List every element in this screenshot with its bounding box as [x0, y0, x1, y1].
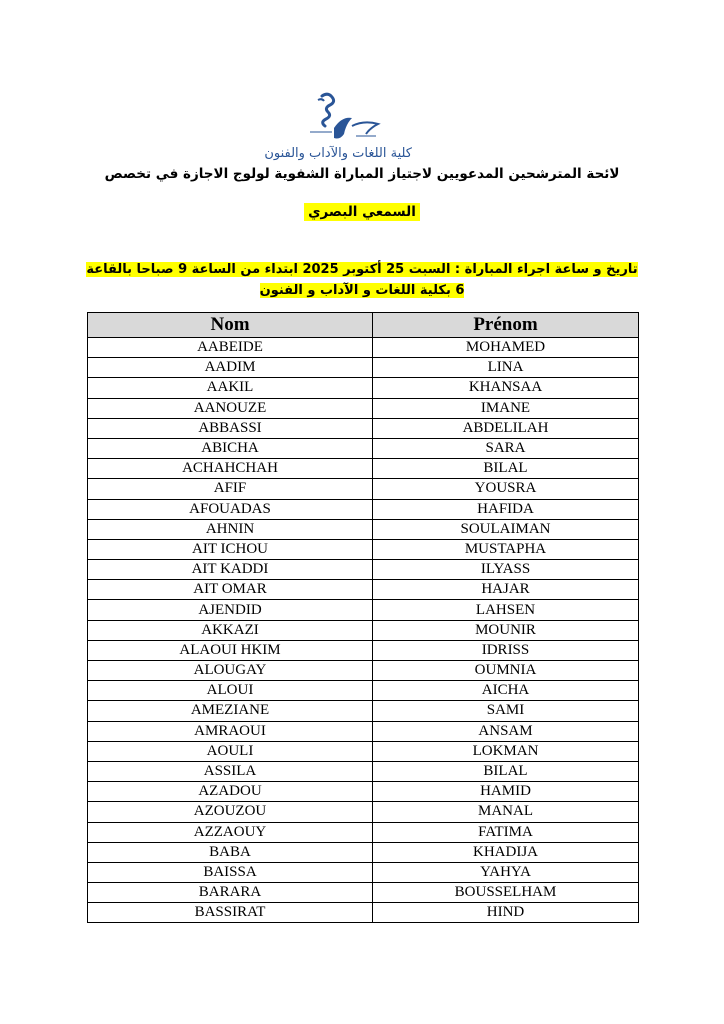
cell-nom: BARARA: [88, 883, 373, 903]
cell-nom: AOULI: [88, 741, 373, 761]
faculty-logo: [264, 88, 412, 164]
table-row: [88, 681, 639, 701]
table-row: [88, 842, 639, 862]
cell-nom: AZZAOUY: [88, 822, 373, 842]
table-row: [88, 802, 639, 822]
table-row: [88, 358, 639, 378]
candidates-table: [87, 312, 639, 923]
table-row: [88, 761, 639, 781]
table-row: [88, 701, 639, 721]
header-nom: Nom: [88, 313, 373, 338]
cell-prenom: IMANE: [373, 398, 639, 418]
table-row: [88, 560, 639, 580]
specialty-label: السمعي البصري: [304, 203, 420, 221]
cell-nom: AKKAZI: [88, 620, 373, 640]
cell-nom: AMRAOUI: [88, 721, 373, 741]
cell-nom: AZOUZOU: [88, 802, 373, 822]
faculty-name: كلية اللغات والآداب والفنون: [264, 146, 412, 161]
cell-prenom: KHANSAA: [373, 378, 639, 398]
cell-prenom: FATIMA: [373, 822, 639, 842]
table-row: [88, 721, 639, 741]
cell-prenom: BOUSSELHAM: [373, 883, 639, 903]
cell-nom: AABEIDE: [88, 338, 373, 358]
cell-nom: ASSILA: [88, 761, 373, 781]
cell-nom: BAISSA: [88, 862, 373, 882]
cell-nom: BABA: [88, 842, 373, 862]
table-header-row: [88, 313, 639, 338]
cell-nom: AADIM: [88, 358, 373, 378]
table-row: [88, 862, 639, 882]
exam-info-text: تاريخ و ساعة اجراء المباراة : السبت 25 أكتوبر 2025 ابتداء من الساعة 9 صباحا بالقاعة 6 بكلية اللغات و الآداب و الفنون: [86, 262, 638, 298]
table-row: [88, 741, 639, 761]
cell-prenom: SARA: [373, 438, 639, 458]
cell-nom: ALOUI: [88, 681, 373, 701]
cell-nom: AANOUZE: [88, 398, 373, 418]
table-row: [88, 539, 639, 559]
table-row: [88, 519, 639, 539]
cell-nom: AAKIL: [88, 378, 373, 398]
cell-prenom: HAMID: [373, 782, 639, 802]
cell-prenom: IDRISS: [373, 640, 639, 660]
table-row: [88, 640, 639, 660]
cell-nom: AHNIN: [88, 519, 373, 539]
cell-prenom: AICHA: [373, 681, 639, 701]
table-row: [88, 620, 639, 640]
table-row: [88, 459, 639, 479]
cell-prenom: HAFIDA: [373, 499, 639, 519]
table-row: [88, 822, 639, 842]
table-row: [88, 479, 639, 499]
cell-prenom: LOKMAN: [373, 741, 639, 761]
cell-nom: AZADOU: [88, 782, 373, 802]
cell-prenom: HAJAR: [373, 580, 639, 600]
cell-prenom: MUSTAPHA: [373, 539, 639, 559]
cell-nom: ABICHA: [88, 438, 373, 458]
exam-info: [86, 259, 638, 301]
table-row: [88, 600, 639, 620]
table-row: [88, 883, 639, 903]
cell-prenom: LINA: [373, 358, 639, 378]
table-row: [88, 438, 639, 458]
cell-prenom: ANSAM: [373, 721, 639, 741]
cell-prenom: YAHYA: [373, 862, 639, 882]
cell-nom: AFOUADAS: [88, 499, 373, 519]
table-row: [88, 499, 639, 519]
cell-prenom: ILYASS: [373, 560, 639, 580]
cell-prenom: BILAL: [373, 761, 639, 781]
cell-nom: AIT KADDI: [88, 560, 373, 580]
table-body: [88, 338, 639, 923]
cell-nom: AJENDID: [88, 600, 373, 620]
cell-prenom: KHADIJA: [373, 842, 639, 862]
cell-nom: AIT OMAR: [88, 580, 373, 600]
cell-prenom: SAMI: [373, 701, 639, 721]
cell-nom: ACHAHCHAH: [88, 459, 373, 479]
cell-nom: AFIF: [88, 479, 373, 499]
cell-nom: AMEZIANE: [88, 701, 373, 721]
table-row: [88, 378, 639, 398]
cell-prenom: OUMNIA: [373, 661, 639, 681]
cell-nom: ALAOUI HKIM: [88, 640, 373, 660]
cell-prenom: MOHAMED: [373, 338, 639, 358]
cell-prenom: MOUNIR: [373, 620, 639, 640]
cell-prenom: YOUSRA: [373, 479, 639, 499]
cell-prenom: HIND: [373, 903, 639, 923]
table-row: [88, 398, 639, 418]
cell-nom: AIT ICHOU: [88, 539, 373, 559]
cell-prenom: LAHSEN: [373, 600, 639, 620]
table-row: [88, 418, 639, 438]
table-row: [88, 580, 639, 600]
table-row: [88, 338, 639, 358]
cell-prenom: SOULAIMAN: [373, 519, 639, 539]
university-logo-icon: [272, 88, 412, 148]
table-row: [88, 903, 639, 923]
cell-nom: ABBASSI: [88, 418, 373, 438]
cell-prenom: MANAL: [373, 802, 639, 822]
cell-prenom: ABDELILAH: [373, 418, 639, 438]
cell-nom: ALOUGAY: [88, 661, 373, 681]
specialty-container: [0, 201, 724, 221]
table-row: [88, 782, 639, 802]
document-title: لائحة المترشحين المدعويين لاجتياز المباراة الشفوية لولوج الاجازة في تخصص: [104, 166, 620, 182]
header-prenom: Prénom: [373, 313, 639, 338]
cell-prenom: BILAL: [373, 459, 639, 479]
table-row: [88, 661, 639, 681]
cell-nom: BASSIRAT: [88, 903, 373, 923]
